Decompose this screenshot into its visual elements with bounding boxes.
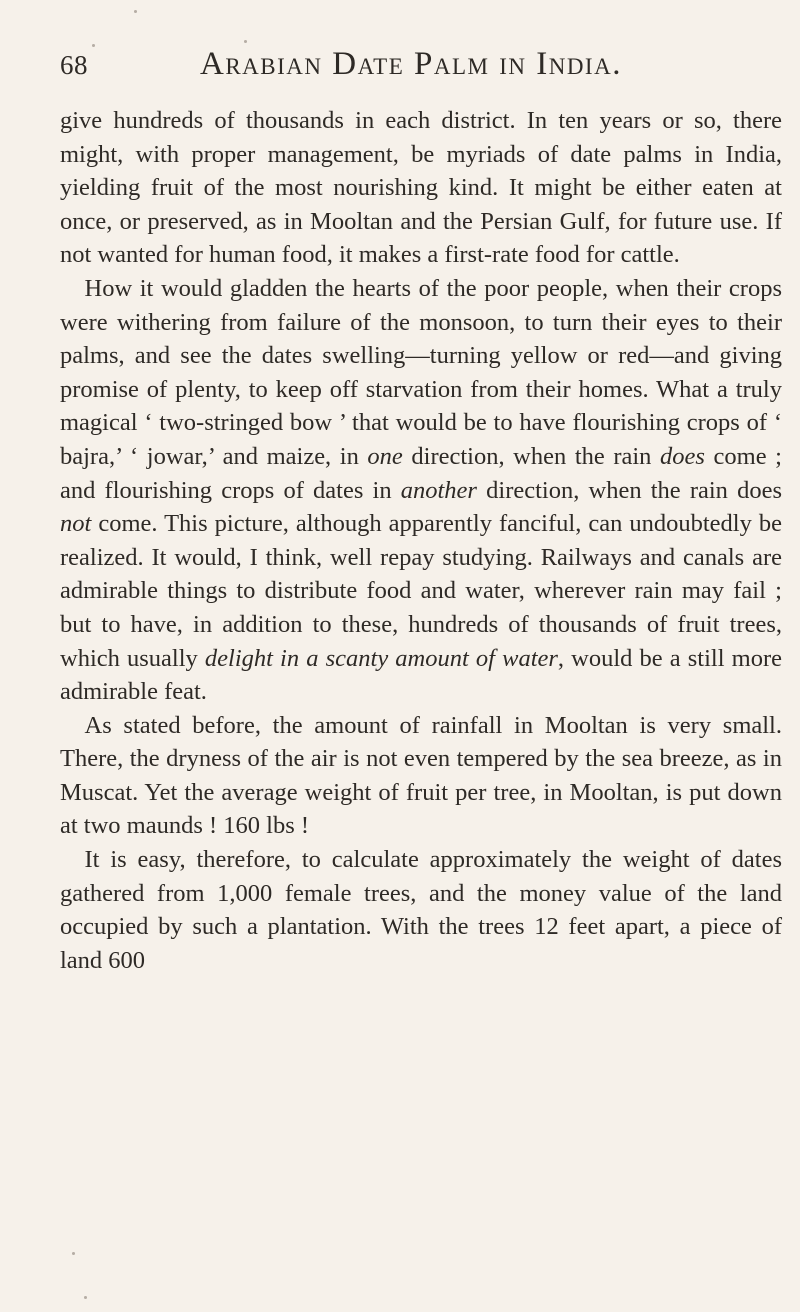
speck bbox=[244, 40, 247, 43]
speck bbox=[92, 44, 95, 47]
page-number: 68 bbox=[60, 50, 88, 80]
speck bbox=[134, 10, 137, 13]
paragraph-2-text: direction, when the rain does bbox=[476, 476, 782, 504]
italic-another: another bbox=[400, 476, 477, 504]
paragraph-2-text: , would be a still more admirable feat. bbox=[60, 644, 782, 706]
running-head: Arabian Date Palm in India. bbox=[200, 46, 622, 82]
paragraph-2 bbox=[60, 272, 782, 709]
speck bbox=[72, 1252, 75, 1255]
paragraph-2-text: direction, when the rain bbox=[402, 442, 661, 470]
paragraph-2-text: come ; and flourishing crops of dates in bbox=[60, 442, 782, 504]
paragraph-2-text: How it would gladden the hearts of the poor people, when their crops were withering from failure of the monsoon, to turn their eyes to their palms, and see the dates swelling—turning yellow or red—and giving promise of plenty, to keep off starvation from their homes. What a truly magical ‘ two-stringed bow ’ that would be to have flourishing crops of ‘ bajra,’ ‘ jowar,’ and maize, in bbox=[60, 274, 782, 470]
italic-does: does bbox=[660, 442, 705, 470]
page-header bbox=[60, 46, 740, 90]
paragraph-4: It is easy, therefore, to calculate approximately the weight of dates gathered from 1,000 female trees, and the money value of the land occupied by such a plantation. With the trees 12 feet apart, a piece of land 600 bbox=[60, 846, 782, 974]
paragraph-1: give hundreds of thousands in each district. In ten years or so, there might, with proper management, be myriads of date palms in India, yielding fruit of the most nourishing kind. It might be either eaten at once, or preserved, as in Mooltan and the Persian Gulf, for future use. If not wanted for human food, it makes a first-rate food for cattle. bbox=[60, 107, 782, 269]
speck bbox=[84, 1296, 87, 1299]
italic-one: one bbox=[367, 442, 403, 470]
body-text bbox=[60, 104, 782, 977]
paragraph-3: As stated before, the amount of rainfall in Mooltan is very small. There, the dryness of the air is not even tempered by the sea breeze, as in Muscat. Yet the average weight of fruit per tree, in Mooltan, is put down at two maunds ! 160 lbs ! bbox=[60, 711, 782, 840]
italic-not: not bbox=[60, 510, 92, 538]
paragraph-2-text: come. This picture, although apparently fanciful, can undoubtedly be realized. It would, I think, well repay studying. Railways and canals are admirable things to distribute food and water, wherever rain may fail ; but to have, in addition to these, hundreds of thousands of fruit trees, which usually bbox=[60, 510, 782, 672]
italic-delight-phrase: delight in a scanty amount of water bbox=[204, 644, 558, 672]
